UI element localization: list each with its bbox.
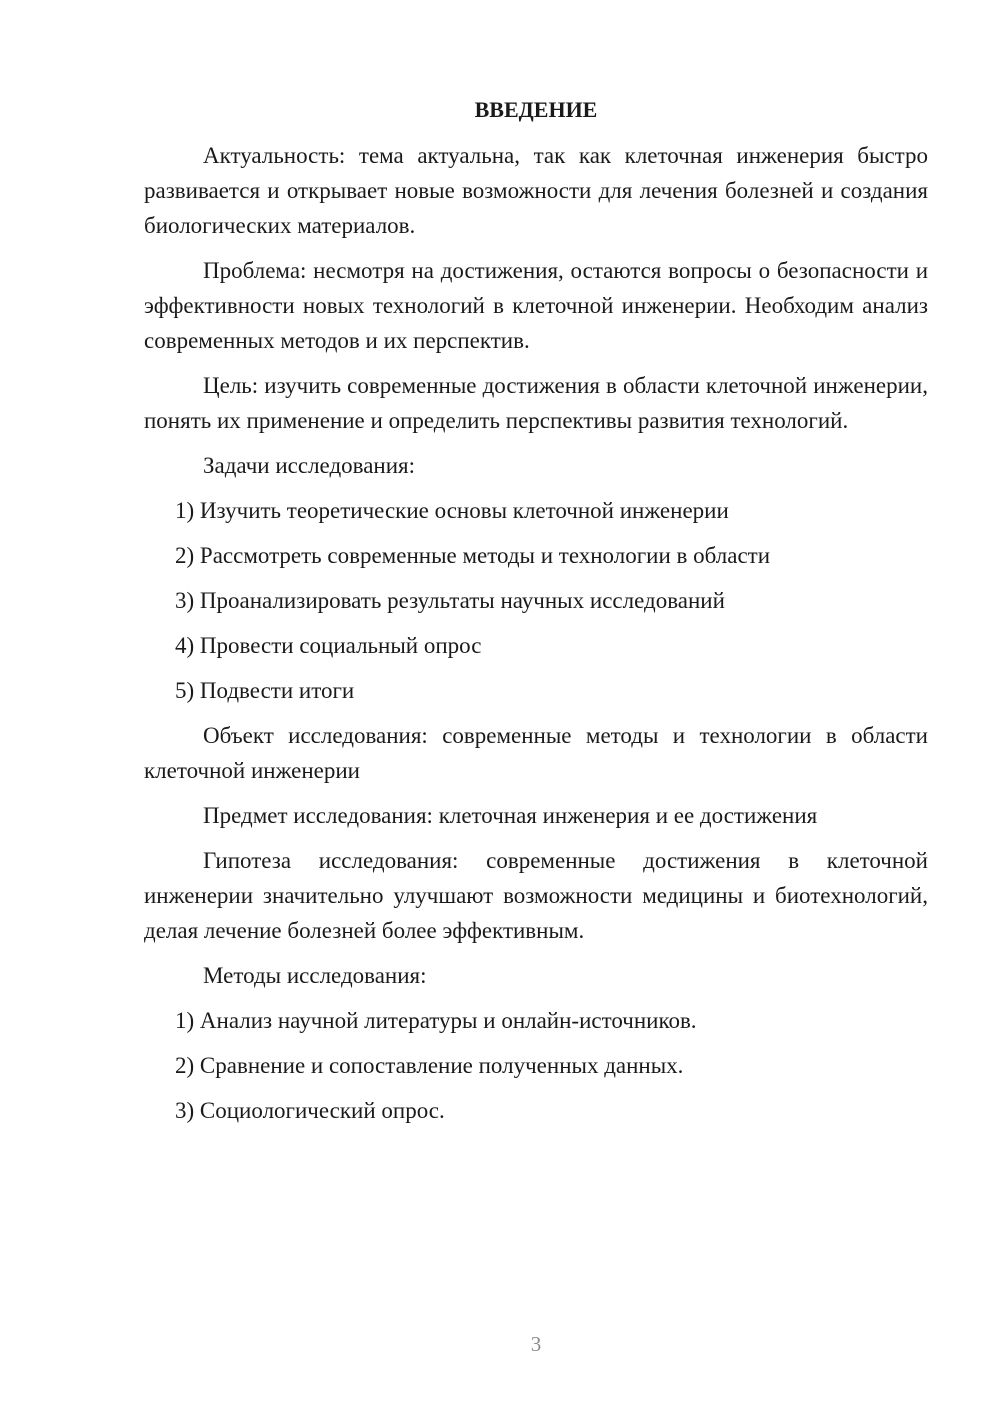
goal-paragraph: Цель: изучить современные достижения в области клеточной инженерии, понять их применение и определить перспективы развития технологий. bbox=[144, 373, 928, 433]
problem-paragraph: Проблема: несмотря на достижения, остаются вопросы о безопасности и эффективности новых технологий в клеточной инженерии. Необходим анализ современных методов и их перспектив. bbox=[144, 258, 928, 353]
tasks-list bbox=[144, 493, 928, 708]
tasks-heading: Задачи исследования: bbox=[203, 453, 416, 478]
list-item: 4) Провести социальный опрос bbox=[175, 633, 482, 658]
list-item: 3) Проанализировать результаты научных исследований bbox=[175, 588, 725, 613]
list-item: 3) Социологический опрос. bbox=[175, 1098, 445, 1123]
methods-heading: Методы исследования: bbox=[203, 963, 427, 988]
subject-paragraph: Предмет исследования: клеточная инженерия и ее достижения bbox=[203, 803, 818, 828]
list-item: 2) Рассмотреть современные методы и технологии в области bbox=[175, 543, 771, 568]
hypothesis-paragraph: Гипотеза исследования: современные достижения в клеточной инженерии значительно улучшают возможности медицины и биотехнологий, делая лечение болезней более эффективным. bbox=[144, 848, 928, 943]
list-item: 2) Сравнение и сопоставление полученных данных. bbox=[175, 1053, 684, 1078]
section-title: ВВЕДЕНИЕ bbox=[474, 97, 598, 122]
methods-list bbox=[144, 1003, 928, 1128]
list-item: 1) Изучить теоретические основы клеточной инженерии bbox=[175, 498, 729, 523]
page-content bbox=[144, 92, 928, 1138]
page-number: 3 bbox=[530, 1332, 542, 1356]
list-item: 1) Анализ научной литературы и онлайн-источников. bbox=[175, 1008, 697, 1033]
list-item: 5) Подвести итоги bbox=[175, 678, 355, 703]
relevance-paragraph: Актуальность: тема актуальна, так как клеточная инженерия быстро развивается и открывает новые возможности для лечения болезней и создания биологических материалов. bbox=[144, 143, 928, 238]
object-paragraph: Объект исследования: современные методы и технологии в области клеточной инженерии bbox=[144, 723, 928, 783]
